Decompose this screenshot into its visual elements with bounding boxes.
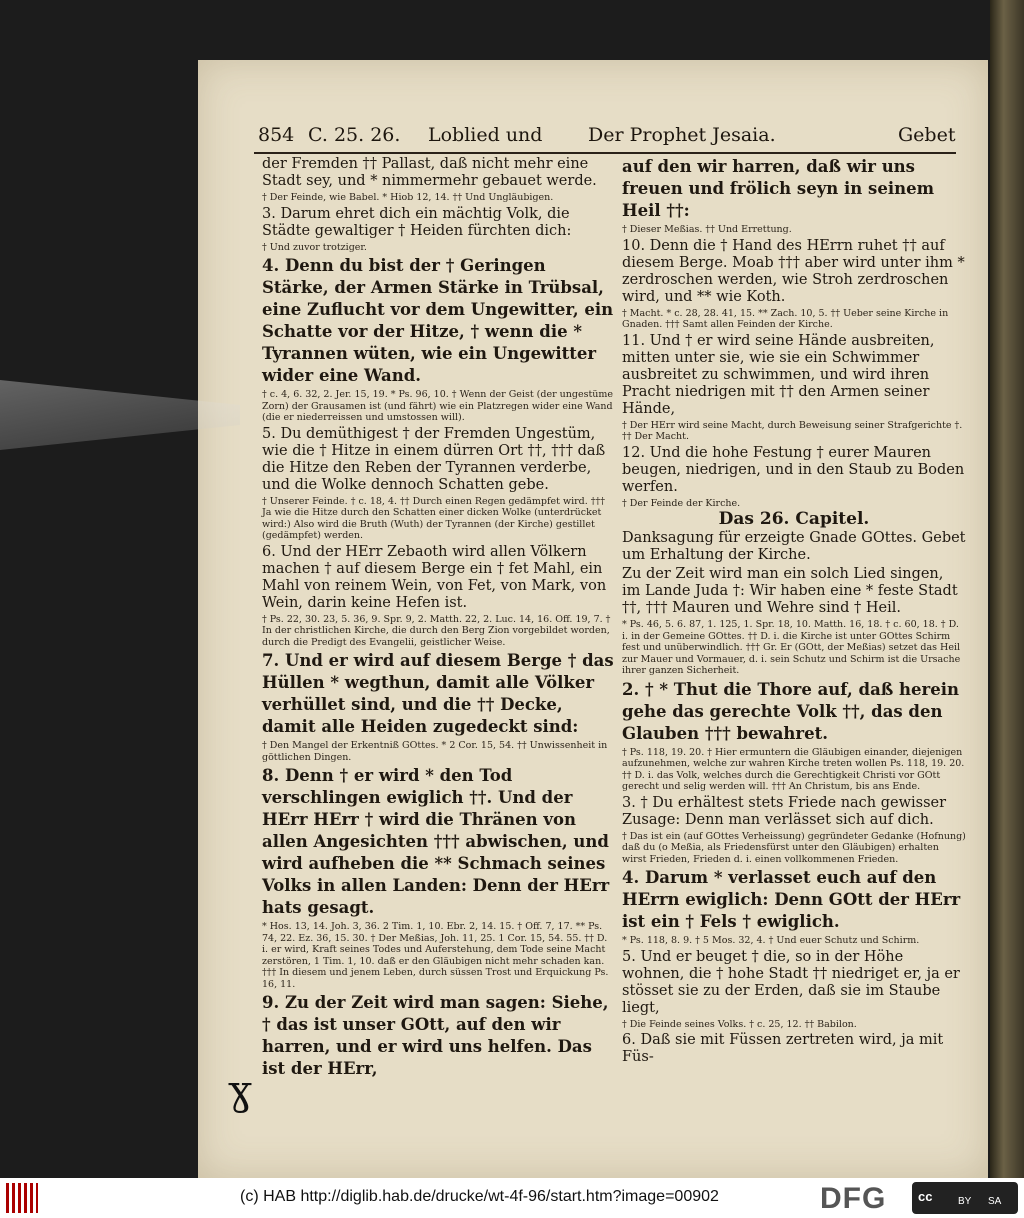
verse-paragraph: 12. Und die hohe Festung † eurer Mauren beugen, niedrigen, und in den Staub zu Boden werfen. [622, 444, 965, 495]
left-text-column [262, 156, 614, 1082]
sa-label: SA [988, 1196, 1002, 1207]
footnote: † Ps. 22, 30. 23, 5. 36, 9. Spr. 9, 2. Matth. 22, 2. Luc. 14, 16. Off. 19, 7. † In der christlichen Kirche, die durch den Berg Zion vorgebildet worden, durch die Predigt des Evangelii, geistlicher Weise. [262, 613, 611, 648]
cc-license-badge[interactable] [912, 1182, 1018, 1214]
chapter-heading: Das 26. Capitel. [718, 509, 870, 529]
margin-handwritten-mark: ɣ [228, 1068, 252, 1114]
verse-paragraph: 4. Darum * verlasset euch auf den HErrn ewiglich: Denn GOtt der HErr ist ein † Fels † ewiglich. [622, 868, 961, 931]
section-title: Der Prophet Jesaia. [588, 124, 776, 146]
verse-paragraph: 3. † Du erhältest stets Friede nach gewisser Zusage: Denn man verlässet sich auf dich. [622, 794, 947, 828]
chapter-reference: C. 25. 26. [308, 124, 401, 146]
footnote: † Und zuvor trotziger. [262, 241, 367, 253]
verse-paragraph: 4. Denn du bist der † Geringen Stärke, der Armen Stärke in Trübsal, eine Zuflucht vor dem Ungewitter, ein Schatte vor der Hitze, † wenn die * Tyrannen wüten, wie ein Ungewitter wider eine Wand. [262, 256, 614, 385]
header-rule [254, 152, 956, 154]
copyright-link[interactable]: (c) HAB http://diglib.hab.de/drucke/wt-4f-96/start.htm?image=00902 [240, 1188, 719, 1205]
footnote: † c. 4, 6. 32, 2. Jer. 15, 19. * Ps. 96, 10. † Wenn der Geist (der ungestüme Zorn) der Grausamen ist (und fährt) wie ein Platzregen wider eine Wand (die er niederreissen und umstossen will). [262, 389, 614, 423]
dfg-logo: DFG [820, 1182, 887, 1215]
verse-paragraph: 7. Und er wird auf diesem Berge † das Hüllen * wegthun, damit alle Völker verhüllet sind, und die †† Decke, damit alle Heiden zugedeckt sind: [262, 651, 614, 736]
cc-icon: cc [918, 1189, 933, 1204]
verse-paragraph: der Fremden †† Pallast, daß nicht mehr eine Stadt sey, und * nimmermehr gebauet werde. [262, 156, 597, 189]
verse-paragraph: 5. Du demüthigest † der Fremden Ungestüm, wie die † Hitze in einem dürren Ort ††, ††† daß die Hitze den Reben der Tyrannen verderbe, und die Wolke dennoch Schatten gebe. [262, 425, 606, 493]
footer-bar [0, 1178, 1024, 1218]
verse-paragraph: 3. Darum ehret dich ein mächtig Volk, die Städte gewaltiger † Heiden fürchten dich: [262, 205, 572, 239]
adjacent-page-edge [990, 0, 1024, 1178]
verse-paragraph: 5. Und er beuget † die, so in der Höhe wohnen, die † hohe Stadt †† niedriget er, ja er stösset sie zu der Erden, daß sie im Staube liegt, [622, 948, 960, 1016]
section-right: Gebet [898, 124, 956, 146]
footnote: † Den Mangel der Erkentniß GOttes. * 2 Cor. 15, 54. †† Unwissenheit in göttlichen Dingen. [262, 740, 608, 763]
book-page [198, 60, 988, 1178]
footnote: † Dieser Meßias. †† Und Errettung. [622, 224, 792, 235]
footnote: † Macht. * c. 28, 28. 41, 15. ** Zach. 10, 5. †† Ueber seine Kirche in Gnaden. ††† Samt allen Feinden der Kirche. [622, 307, 949, 330]
footnote: † Ps. 118, 19. 20. † Hier ermuntern die Gläubigen einander, diejenigen aufzunehmen, welche zur wahren Kirche treten wollen Ps. 118, 19. 20. †† D. i. das Volk, welches durch die Gerechtigkeit Christi vor GOtt gerecht und selig werden will. ††† An Christum, bis ans Ende. [622, 746, 965, 792]
verse-paragraph: 9. Zu der Zeit wird man sagen: Siehe, † das ist unser GOtt, auf den wir harren, und er wird uns helfen. Das ist der HErr, [262, 993, 609, 1078]
right-text-column [622, 156, 966, 1068]
verse-paragraph: 6. Daß sie mit Füssen zertreten wird, ja mit Füs- [622, 1032, 944, 1065]
footnote: † Der Feinde, wie Babel. * Hiob 12, 14. †† Und Ungläubigen. [262, 192, 554, 203]
verse-paragraph: 2. † * Thut die Thore auf, daß herein gehe das gerechte Volk ††, das den Glauben ††† bewahret. [622, 679, 959, 743]
verse-paragraph: Danksagung für erzeigte Gnade GOttes. Gebet um Erhaltung der Kirche. [622, 530, 966, 563]
footnote: † Die Feinde seines Volks. † c. 25, 12. †† Babilon. [622, 1018, 857, 1030]
verse-paragraph: 6. Und der HErr Zebaoth wird allen Völkern machen † auf diesem Berge ein † fet Mahl, ein Mahl von reinem Wein, von Fet, von Mark, von Wein, darin keine Hefen ist. [262, 543, 607, 611]
section-left: Loblied und [428, 124, 543, 146]
footnote: * Hos. 13, 14. Joh. 3, 36. 2 Tim. 1, 10. Ebr. 2, 14. 15. † Off. 7, 17. ** Ps. 74, 22. Ez. 36, 15. 30. † Der Meßias, Joh. 11, 25. 1 Cor. 15, 54. 55. †† D. i. er wird, Kraft seines Todes und Auferstehung, dem Tode seine Macht zerstören, 1 Tim. 1, 10. daß er den Gläubigen nicht mehr schaden kan. ††† In diesem und jenem Leben, durch süssen Trost und Erquickung Ps. 16, 11. [262, 921, 609, 990]
footnote: * Ps. 46, 5. 6. 87, 1. 125, 1. Spr. 18, 10. Matth. 16, 18. † c. 60, 18. † D. i. in der Gemeine GOttes. †† D. i. die Kirche ist unter GOttes Schirm fest und unüberwindlich. ††† Gr. Er (GOtt, der Meßias) setzet das Heil zur Mauer und Vormauer, d. i. sein Schutz und Schirm ist die Ursache ihrer ganzen Sicherheit. [622, 619, 961, 676]
library-logo-icon [6, 1183, 38, 1213]
running-head [258, 124, 968, 150]
footnote: * Ps. 118, 8. 9. † 5 Mos. 32, 4. † Und euer Schutz und Schirm. [622, 935, 920, 946]
footnote: † Das ist ein (auf GOttes Verheissung) gegründeter Gedanke (Hofnung) daß du (o Meßia, als Friedensfürst unter den Gläubigen) erhalten wirst Frieden, Frieden d. i. einen vollkommenen Frieden. [622, 830, 966, 865]
verse-paragraph: 10. Denn die † Hand des HErrn ruhet †† auf diesem Berge. Moab ††† aber wird unter ihm * zerdroschen werden, wie Stroh zerdroschen wird, und ** wie Koth. [622, 237, 965, 305]
footnote: † Unserer Feinde. † c. 18, 4. †† Durch einen Regen gedämpfet wird. ††† Ja wie die Hitze durch den Schatten einer dicken Wolke (unterdrücket wird:) Also wird die Bruth (Wuth) der Tyrannen (der Kirche) gestillet (gedämpfet) werden. [262, 495, 606, 541]
by-label: BY [958, 1196, 972, 1207]
verse-paragraph: 11. Und † er wird seine Hände ausbreiten, mitten unter sie, wie sie ein Schwimmer ausbreitet zu schwimmen, und wird ihren Pracht niedrigen mit †† den Armen seiner Hände, [622, 332, 935, 417]
verse-paragraph: 8. Denn † er wird * den Tod verschlingen ewiglich ††. Und der HErr HErr † wird die Thränen von allen Angesichten ††† abwischen, und wird aufheben die ** Schmach seines Volks in allen Landen: Denn der HErr hats gesagt. [262, 766, 610, 917]
footnote: † Der Feinde der Kirche. [622, 497, 741, 509]
page-number: 854 [258, 124, 295, 146]
verse-paragraph: Zu der Zeit wird man ein solch Lied singen, im Lande Juda †: Wir haben eine * feste Stadt ††, ††† Mauren und Wehre sind † Heil. [622, 566, 958, 616]
verse-paragraph: auf den wir harren, daß wir uns freuen und frölich seyn in seinem Heil ††: [622, 157, 935, 220]
footnote: † Der HErr wird seine Macht, durch Beweisung seiner Strafgerichte †. †† Der Macht. [622, 419, 963, 442]
